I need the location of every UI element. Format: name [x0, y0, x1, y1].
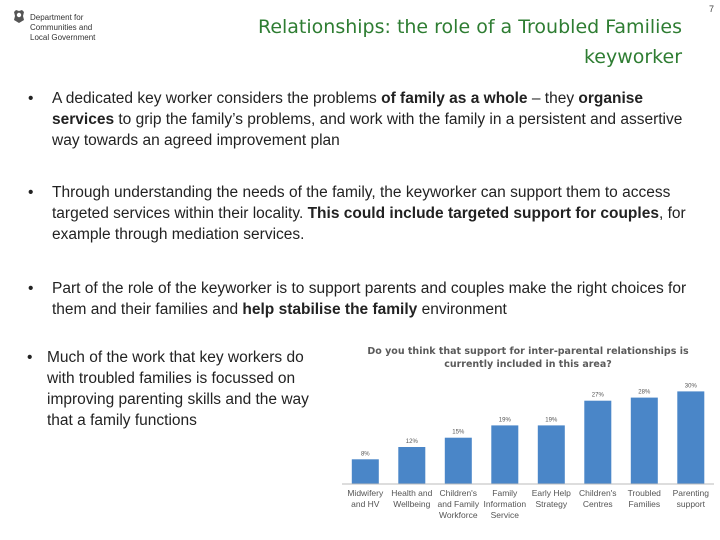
slide-title	[162, 12, 682, 72]
category-label	[532, 488, 571, 509]
bullet-emphasis: help stabilise the family	[242, 301, 418, 318]
slide-title-line: Relationships: the role of a Troubled Families	[257, 16, 682, 38]
dclg-logo	[10, 6, 120, 54]
bullet-glyph: •	[28, 184, 34, 201]
chart-bars	[347, 383, 709, 520]
category-label-line: Strategy	[535, 499, 568, 509]
department-name-line: Department for	[30, 13, 84, 22]
bar-value-label: 19%	[498, 417, 511, 424]
bullet-text: Part of the role of the keyworker is to support parents and couples make the right choices for them and their families and	[52, 280, 687, 318]
category-label-line: Service	[490, 510, 519, 520]
bullet-item	[28, 182, 702, 245]
department-name-line: Communities and	[30, 23, 93, 32]
chart-bar	[398, 447, 425, 484]
category-label	[347, 488, 384, 509]
chart-bar	[584, 401, 611, 484]
chart-bar	[631, 398, 658, 484]
bar-chart	[338, 336, 718, 540]
bullet-text: A dedicated key worker considers the problems	[52, 90, 382, 107]
bar-value-label: 30%	[684, 383, 697, 390]
slide-title-line: keyworker	[583, 46, 682, 68]
bullet-text: environment	[417, 301, 507, 318]
bullet-text: Through understanding the needs of the family, the keyworker can support them to access targeted services within their locality.	[52, 184, 671, 222]
chart-title-line: Do you think that support for inter-parental relationships is	[367, 346, 689, 357]
bullet-emphasis: organise services	[52, 90, 644, 128]
category-label	[673, 488, 710, 509]
bullet-glyph: •	[28, 280, 34, 297]
bar-value-label: 12%	[405, 439, 418, 445]
department-name-line: Local Government	[30, 33, 96, 42]
category-label-line: Early Help	[531, 488, 571, 498]
bar-value-label: 8%	[360, 451, 370, 458]
category-label	[391, 488, 432, 509]
chart-bar	[445, 438, 472, 484]
bullet-text: Much of the work that key workers do with troubled families is focussed on improving parenting skills and the way that a family functions	[47, 349, 309, 429]
bullet-emphasis: of family as a whole	[381, 90, 528, 107]
category-label-line: Families	[628, 499, 661, 509]
category-label	[579, 488, 617, 509]
page-number: 7	[708, 4, 714, 14]
bullet-item	[28, 88, 702, 151]
category-label-line: Children's	[439, 488, 478, 498]
bullet-item	[28, 278, 702, 320]
chart-bar	[538, 425, 565, 484]
chart-bar	[491, 425, 518, 484]
inter-parental-support-chart	[338, 336, 718, 540]
category-label-line: Workforce	[439, 510, 478, 520]
bar-value-label: 27%	[591, 392, 604, 399]
category-label-line: Midwifery	[347, 488, 384, 498]
category-label-line: Wellbeing	[393, 499, 431, 509]
bar-value-label: 19%	[545, 417, 558, 424]
category-label-line: and Family	[437, 499, 480, 509]
chart-bar	[677, 391, 704, 484]
category-label-line: and HV	[351, 499, 380, 509]
category-label	[484, 488, 527, 520]
royal-crest-icon	[12, 8, 26, 24]
chart-bar	[352, 459, 379, 484]
bullet-item	[27, 347, 327, 431]
category-label-line: Children's	[579, 488, 617, 498]
chart-title-line: currently included in this area?	[444, 359, 612, 370]
category-label-line: Information	[483, 499, 527, 509]
bar-value-label: 28%	[638, 389, 651, 396]
bullet-glyph: •	[28, 90, 34, 107]
bar-value-label: 15%	[452, 429, 465, 436]
bullet-glyph: •	[27, 349, 33, 366]
category-label-line: support	[676, 499, 705, 509]
bullet-emphasis: This could include targeted support for couples	[307, 205, 659, 222]
category-label-line: Parenting	[672, 488, 709, 498]
category-label-line: Troubled	[627, 488, 661, 498]
department-name	[30, 13, 95, 43]
category-label-line: Health and	[391, 488, 433, 498]
bullet-text: – they	[527, 90, 579, 107]
bullet-text: to grip the family’s problems, and work with the family in a persistent and assertive way towards an agreed improvement plan	[52, 111, 683, 149]
category-label	[628, 488, 662, 509]
category-label	[438, 488, 480, 520]
category-label-line: Family	[492, 488, 518, 498]
bullet-text: , for example through mediation services.	[52, 205, 686, 243]
category-label-line: Centres	[582, 499, 613, 509]
